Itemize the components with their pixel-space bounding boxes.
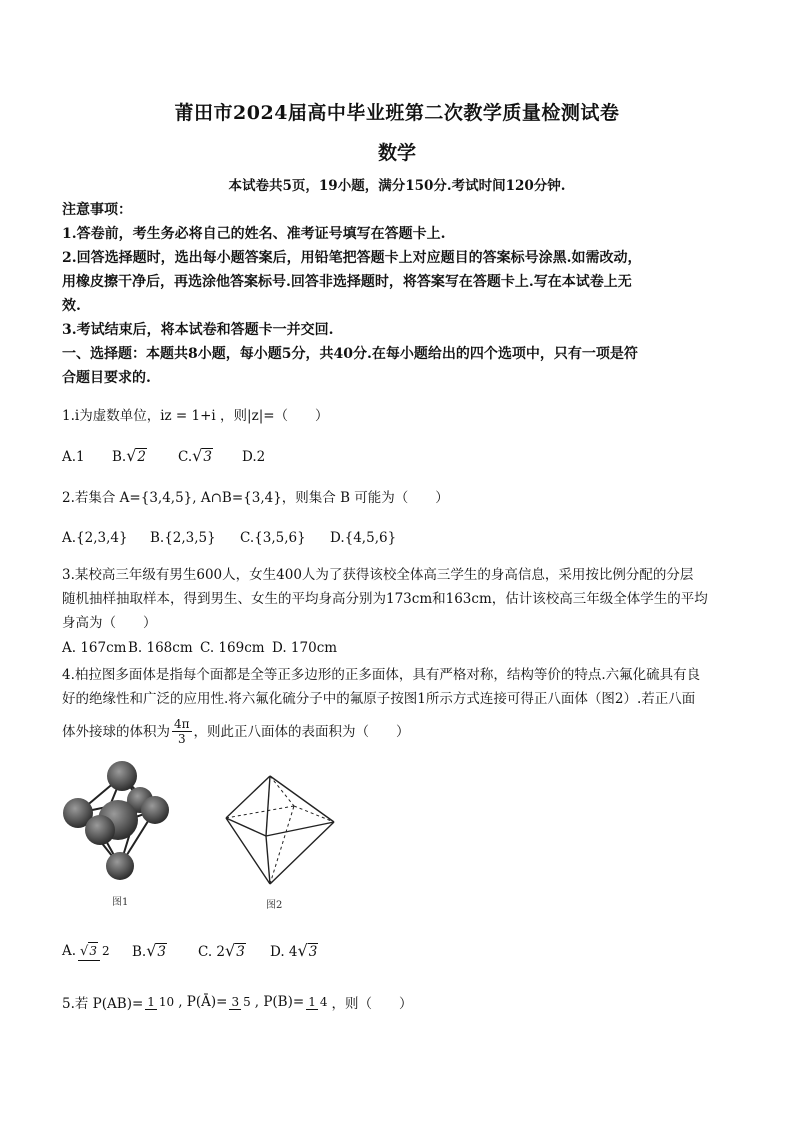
q3-line-1: 3.某校高三年级有男生600人，女生400人为了获得该校全体高三学生的身高信息，采用按比例分配的分层 xyxy=(62,567,694,583)
q4-option-a-label: A. xyxy=(62,943,77,959)
q1-option-d: D.2 xyxy=(242,448,266,465)
q5-f1-den: 10 xyxy=(158,994,175,1009)
q2-option-d: D.{4,5,6} xyxy=(330,530,397,546)
q3-option-b: B. 168cm xyxy=(128,640,193,656)
q4-option-a-radicand: 3 xyxy=(89,943,97,958)
q4-line-2: 好的绝缘性和广泛的应用性.将六氟化硫分子中的氟原子按图1所示方式连接可得正八面体（图2）.若正八面 xyxy=(62,691,696,707)
note-1: 1.答卷前，考生务必将自己的姓名、准考证号填写在答题卡上. xyxy=(62,226,446,242)
q4-option-b: B.√3 xyxy=(132,940,167,960)
q1-option-c-label: C. xyxy=(178,449,193,465)
atom-right xyxy=(141,796,169,824)
section-1-line-1: 一、选择题：本题共8小题，每小题5分，共40分.在每小题给出的四个选项中，只有一项是符 xyxy=(62,346,638,362)
note-2-line-3: 效. xyxy=(62,298,81,314)
q4-options xyxy=(62,930,318,972)
q1-option-b xyxy=(112,448,178,465)
note-2-line-2: 用橡皮擦干净后，再选涂他答案标号.回答非选择题时，将答案写在答题卡上.写在本试卷上无 xyxy=(62,274,632,290)
q4-option-d-radicand: 3 xyxy=(308,943,318,960)
q5-fraction-1 xyxy=(145,995,176,1010)
exam-info: 本试卷共5页，19小题，满分150分.考试时间120分钟. xyxy=(228,178,566,194)
exam-subject: 数学 xyxy=(377,142,416,164)
q1-option-c-sqrt: √3 xyxy=(192,446,212,465)
q5-stem xyxy=(62,984,412,1020)
q4-stem xyxy=(62,663,734,746)
q4-option-a-fraction: √3 2 xyxy=(80,943,110,959)
q4-line-1: 4.柏拉图多面体是指每个面都是全等正多边形的正多面体，具有严格对称，结构等价的特点.六氟化硫具有良 xyxy=(62,667,701,683)
q3-option-d: D. 170cm xyxy=(272,640,338,656)
q3-line-3: 身高为（ ） xyxy=(62,615,157,631)
q4-option-b-radicand: 3 xyxy=(157,943,167,960)
q1-stem: 1.i为虚数单位，iz = 1+i ，则|z|=（ ） xyxy=(62,408,329,424)
q4-option-a xyxy=(62,942,132,961)
exam-title: 莆田市2024届高中毕业班第二次教学质量检测试卷 xyxy=(174,102,620,124)
q4-fraction-denominator: 3 xyxy=(177,732,186,746)
q5-pre: 5.若 P(AB)= xyxy=(62,996,144,1012)
q3-stem xyxy=(62,563,734,635)
q3-option-a: A. 167cm xyxy=(62,640,127,656)
q1-option-a: A.1 xyxy=(62,448,85,465)
q3-line-2: 随机抽样抽取样本，得到男生、女生的平均身高分别为173cm和163cm，估计该校高三年级全体学生的平均 xyxy=(62,591,708,607)
figure-1-caption: 图1 xyxy=(112,897,129,908)
q1-option-b-radicand: 2 xyxy=(137,449,147,465)
figure-2-caption: 图2 xyxy=(266,900,283,911)
q4-option-a-denominator: 2 xyxy=(101,943,110,958)
q4-option-c-radicand: 3 xyxy=(236,943,245,960)
q3-option-c: C. 169cm xyxy=(200,640,265,656)
q4-option-b-label: B. xyxy=(132,943,147,960)
q5-f2-num: 3 xyxy=(231,994,240,1009)
q4-line-3-pre: 体外接球的体积为 xyxy=(62,723,170,740)
q1-option-c xyxy=(178,448,242,465)
q5-mid-2: , P(B)= xyxy=(254,994,305,1010)
q4-fraction-numerator: 4π xyxy=(174,717,190,731)
q2-options xyxy=(62,530,396,546)
q5-fraction-2 xyxy=(229,995,252,1010)
notes-block xyxy=(62,198,734,390)
q5-mid-1: , P(Ā)= xyxy=(178,994,228,1010)
q5-f1-num: 1 xyxy=(147,994,155,1009)
q4-line-3-post: ，则此正八面体的表面积为（ ） xyxy=(193,723,410,740)
atom-top xyxy=(107,761,137,791)
q4-option-c-label: C. 2 xyxy=(198,943,226,960)
q1-option-c-radicand: 3 xyxy=(203,449,212,465)
note-3: 3.考试结束后，将本试卷和答题卡一并交回. xyxy=(62,322,334,338)
q4-option-c: C. 2√3 xyxy=(198,940,245,960)
section-1-line-2: 合题目要求的. xyxy=(62,370,151,386)
q1-options xyxy=(62,448,265,465)
atom-bottom xyxy=(106,852,134,880)
note-2-line-1: 2.回答选择题时，选出每小题答案后，用铅笔把答题卡上对应题目的答案标号涂黑.如需改动， xyxy=(62,250,642,266)
q4-volume-fraction xyxy=(172,717,192,746)
q1-option-b-sqrt: √2 xyxy=(126,446,147,465)
q3-options xyxy=(62,640,337,656)
q2-option-c: C.{3,5,6} xyxy=(240,530,306,546)
figure-2-octahedron xyxy=(222,772,338,890)
q2-option-a: A.{2,3,4} xyxy=(62,530,128,546)
atom-front xyxy=(85,815,115,845)
q4-option-d: D. 4√3 xyxy=(270,940,318,960)
q5-post: ，则（ ） xyxy=(331,996,413,1012)
q5-f2-den: 5 xyxy=(243,994,251,1009)
q5-f3-num: 1 xyxy=(308,994,316,1009)
q2-stem: 2.若集合 A={3,4,5}, A∩B={3,4}，则集合 B 可能为（ ） xyxy=(62,490,449,506)
figure-1-sf6-molecule xyxy=(60,758,175,883)
q5-f3-den: 4 xyxy=(319,994,328,1009)
notes-heading: 注意事项： xyxy=(62,202,132,218)
q1-option-b-label: B. xyxy=(112,449,127,465)
q2-option-b: B.{2,3,5} xyxy=(150,530,216,546)
q4-line-3 xyxy=(62,717,734,746)
q5-fraction-3 xyxy=(306,995,329,1010)
q4-option-d-label: D. 4 xyxy=(270,943,298,960)
